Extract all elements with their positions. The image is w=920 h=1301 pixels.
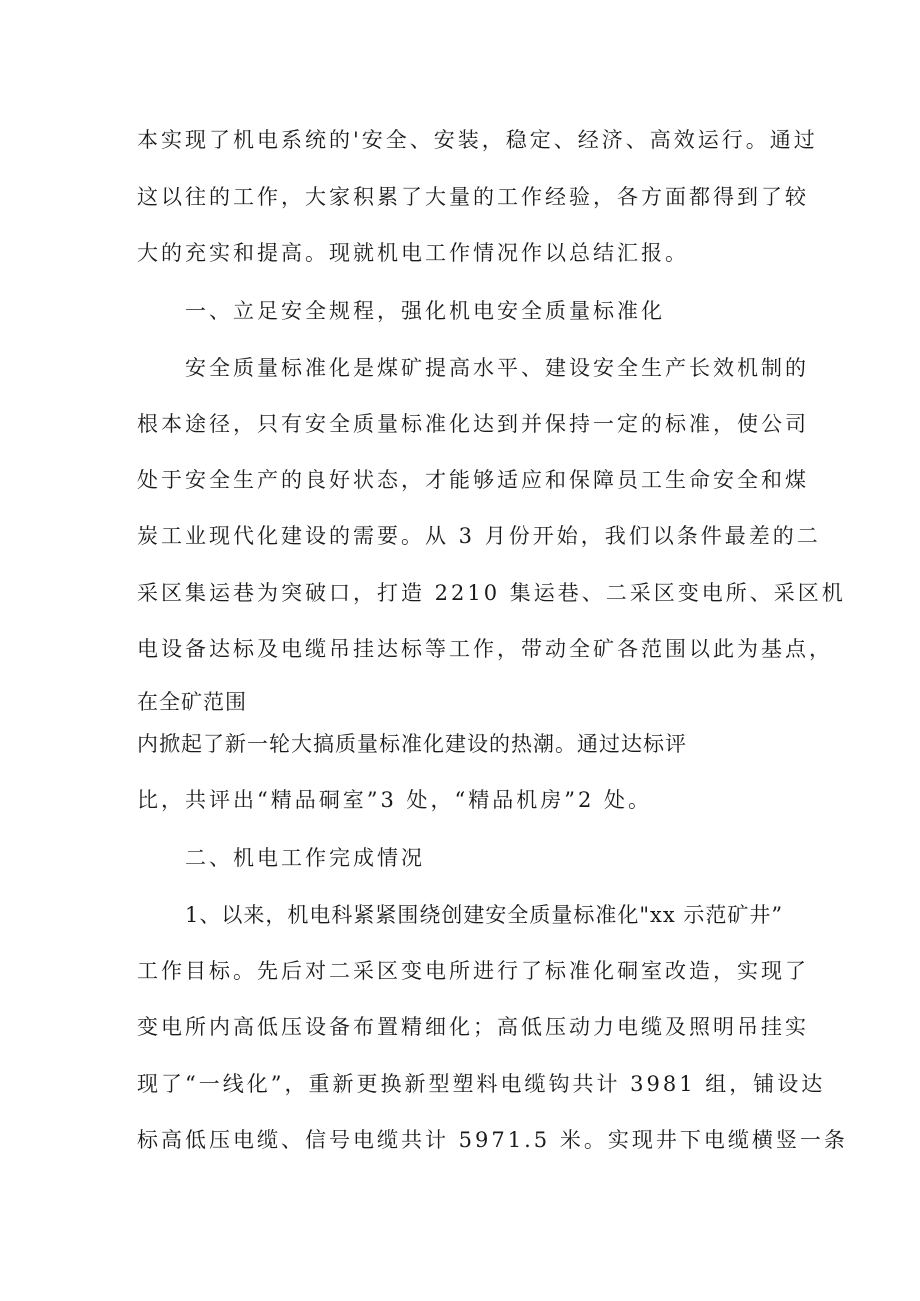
body-text-line: 炭工业现代化建设的需要。从 3 月份开始，我们以条件最差的二 — [137, 524, 821, 548]
body-text-line: 处于安全生产的良好状态，才能够适应和保障员工生命安全和煤 — [137, 468, 809, 492]
body-text-line: 比，共评出“精品硐室”3 处，“精品机房”2 处。 — [137, 788, 653, 812]
body-text-line: 电设备达标及电缆吊挂达标等工作，带动全矿各范围以此为基点， — [137, 637, 833, 661]
body-text-line: 内掀起了新一轮大搞质量标准化建设的热潮。通过达标评 — [137, 732, 687, 756]
body-text-line: 标高低压电缆、信号电缆共计 5971.5 米。实现井下电缆横竖一条 — [137, 1128, 848, 1152]
body-text-line: 这以往的工作，大家积累了大量的工作经验，各方面都得到了较 — [137, 185, 809, 209]
body-text-line: 大的充实和提高。现就机电工作情况作以总结汇报。 — [137, 241, 689, 265]
body-text-line: 本实现了机电系统的'安全、安装，稳定、经济、高效运行。通过 — [137, 128, 818, 152]
body-text-line: 安全质量标准化是煤矿提高水平、建设安全生产长效机制的 — [185, 356, 809, 380]
body-text-line: 变电所内高低压设备布置精细化；高低压动力电缆及照明吊挂实 — [137, 1015, 809, 1039]
body-text-line: 1、以来，机电科紧紧围绕创建安全质量标准化"xx 示范矿井” — [185, 903, 784, 927]
section-heading: 一、立足安全规程，强化机电安全质量标准化 — [185, 299, 665, 323]
body-text-line: 采区集运巷为突破口，打造 2210 集运巷、二采区变电所、采区机 — [137, 581, 846, 605]
body-text-line: 根本途径，只有安全质量标准化达到并保持一定的标准，使公司 — [137, 412, 809, 436]
body-text-line: 现了“一线化”，重新更换新型塑料电缆钩共计 3981 组，铺设达 — [137, 1072, 826, 1096]
body-text-line: 在全矿范围 — [137, 690, 247, 714]
section-heading: 二、机电工作完成情况 — [185, 846, 425, 870]
body-text-line: 工作目标。先后对二采区变电所进行了标准化硐室改造，实现了 — [137, 959, 809, 983]
